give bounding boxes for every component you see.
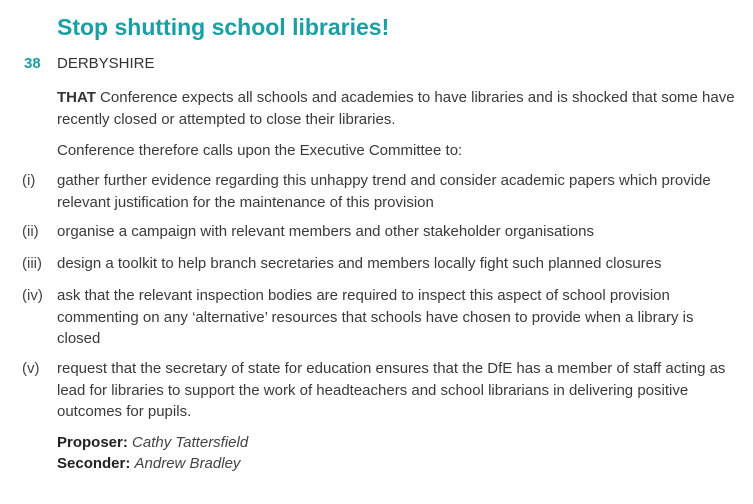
seconder-label: Seconder: — [57, 455, 131, 472]
item-number: (i) — [22, 172, 36, 189]
item-text: request that the secretary of state for education ensures that the DfE has a member of staff acting as lead for libraries to support the work of headteachers and school librarians in delivering positive outcomes for pupils. — [57, 360, 726, 420]
item-text: organise a campaign with relevant members and other stakeholder organisations — [57, 223, 594, 240]
motion-number: 38 — [24, 55, 41, 72]
motion-that-paragraph — [57, 87, 737, 130]
calls-upon-paragraph: Conference therefore calls upon the Executive Committee to: — [57, 142, 463, 159]
item-number: (iii) — [22, 255, 42, 272]
item-text: design a toolkit to help branch secretaries and members locally fight such planned closures — [57, 255, 662, 272]
item-text: ask that the relevant inspection bodies are required to inspect this aspect of school provision commenting on any ‘alternative’ resources that schools have chosen to provide when a library is closed — [57, 287, 694, 347]
item-number: (ii) — [22, 223, 39, 240]
item-number: (iv) — [22, 287, 43, 304]
proposer-label: Proposer: — [57, 434, 128, 451]
item-text: gather further evidence regarding this unhappy trend and consider academic papers which provide relevant justification for the maintenance of this provision — [57, 172, 711, 211]
page-title: Stop shutting school libraries! — [57, 14, 390, 40]
proposer-name: Cathy Tattersfield — [132, 434, 249, 451]
motion-region: DERBYSHIRE — [57, 55, 155, 72]
that-text: Conference expects all schools and academies to have libraries and is shocked that some have recently closed or attempted to close their libraries. — [57, 89, 735, 128]
seconder-line — [57, 453, 240, 474]
that-keyword: THAT — [57, 89, 96, 106]
seconder-name: Andrew Bradley — [134, 455, 241, 472]
proposer-line — [57, 432, 248, 453]
item-number: (v) — [22, 360, 40, 377]
